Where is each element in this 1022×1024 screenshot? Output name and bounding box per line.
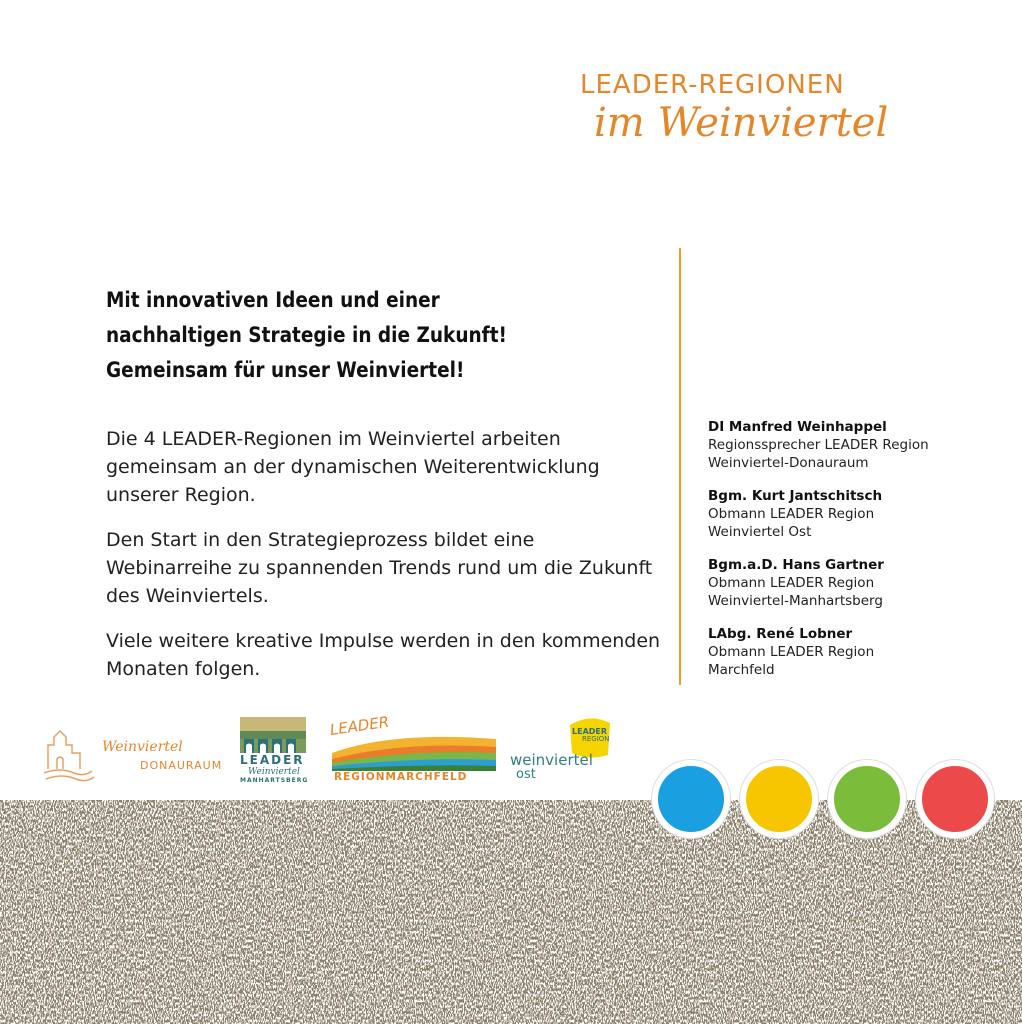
logo-donauraum bbox=[40, 723, 223, 785]
person-name: LAbg. René Lobner bbox=[708, 626, 853, 642]
person-entry bbox=[708, 556, 1008, 610]
logo-donauraum-script: Weinviertel bbox=[102, 739, 183, 755]
yellow-dot bbox=[740, 760, 818, 838]
vineyard-icon bbox=[240, 717, 306, 753]
person-role: Obmann LEADER Region bbox=[708, 506, 875, 522]
logo-ost-badge-top: LEADER bbox=[572, 727, 608, 736]
logo-weinviertel-ost bbox=[510, 715, 622, 785]
logo-marchfeld-top: LEADER bbox=[328, 712, 391, 739]
person-region: Weinviertel Ost bbox=[708, 524, 812, 540]
logo-manhartsberg bbox=[240, 717, 312, 785]
body-text bbox=[106, 425, 666, 700]
person-region: Weinviertel-Donauraum bbox=[708, 455, 869, 471]
brand-subtitle: im Weinviertel bbox=[594, 100, 889, 146]
paragraph: Viele weitere kreative Impulse werden in den kommenden Monaten folgen. bbox=[106, 630, 661, 680]
green-dot bbox=[828, 760, 906, 838]
headline-line: nachhaltigen Strategie in die Zukunft! bbox=[106, 323, 507, 348]
logo-donauraum-sub: DONAURAUM bbox=[140, 759, 223, 772]
person-role: Regionssprecher LEADER Region bbox=[708, 437, 929, 453]
logo-marchfeld bbox=[326, 712, 498, 783]
brand-logo bbox=[580, 70, 980, 146]
person-name: Bgm.a.D. Hans Gartner bbox=[708, 557, 884, 573]
headline bbox=[106, 283, 626, 388]
logo-manhartsberg-script: Weinviertel bbox=[248, 767, 300, 777]
person-entry bbox=[708, 487, 1008, 541]
divider-line bbox=[679, 248, 681, 685]
person-entry bbox=[708, 418, 1008, 472]
logo-manhartsberg-top: LEADER bbox=[240, 753, 305, 767]
person-entry bbox=[708, 625, 1008, 679]
logo-marchfeld-sub: REGIONMARCHFELD bbox=[334, 771, 468, 783]
blue-dot bbox=[652, 760, 730, 838]
logo-ost-word1: weinviertel bbox=[510, 751, 593, 769]
red-dot bbox=[916, 760, 994, 838]
person-role: Obmann LEADER Region bbox=[708, 575, 875, 591]
fields-icon bbox=[332, 731, 496, 771]
brand-title: LEADER-REGIONEN bbox=[580, 70, 845, 100]
logo-ost-badge-sub: REGION bbox=[582, 735, 610, 743]
paragraph: Die 4 LEADER-Regionen im Weinviertel arbeiten gemeinsam an der dynamischen Weiterentwicklung unserer Region. bbox=[106, 428, 600, 506]
person-name: DI Manfred Weinhappel bbox=[708, 419, 887, 435]
headline-line: Gemeinsam für unser Weinviertel! bbox=[106, 358, 465, 383]
person-region: Weinviertel-Manhartsberg bbox=[708, 593, 883, 609]
person-name: Bgm. Kurt Jantschitsch bbox=[708, 488, 883, 504]
headline-line: Mit innovativen Ideen und einer bbox=[106, 288, 440, 313]
paragraph: Den Start in den Strategieprozess bildet eine Webinarreihe zu spannenden Trends rund um die Zukunft des Weinviertels. bbox=[106, 529, 653, 607]
people-list bbox=[708, 418, 1008, 694]
person-region: Marchfeld bbox=[708, 662, 775, 678]
partner-logos bbox=[40, 712, 640, 785]
logo-ost-word2: ost bbox=[516, 767, 536, 782]
person-role: Obmann LEADER Region bbox=[708, 644, 875, 660]
logo-manhartsberg-sub: MANHARTSBERG bbox=[240, 777, 309, 784]
